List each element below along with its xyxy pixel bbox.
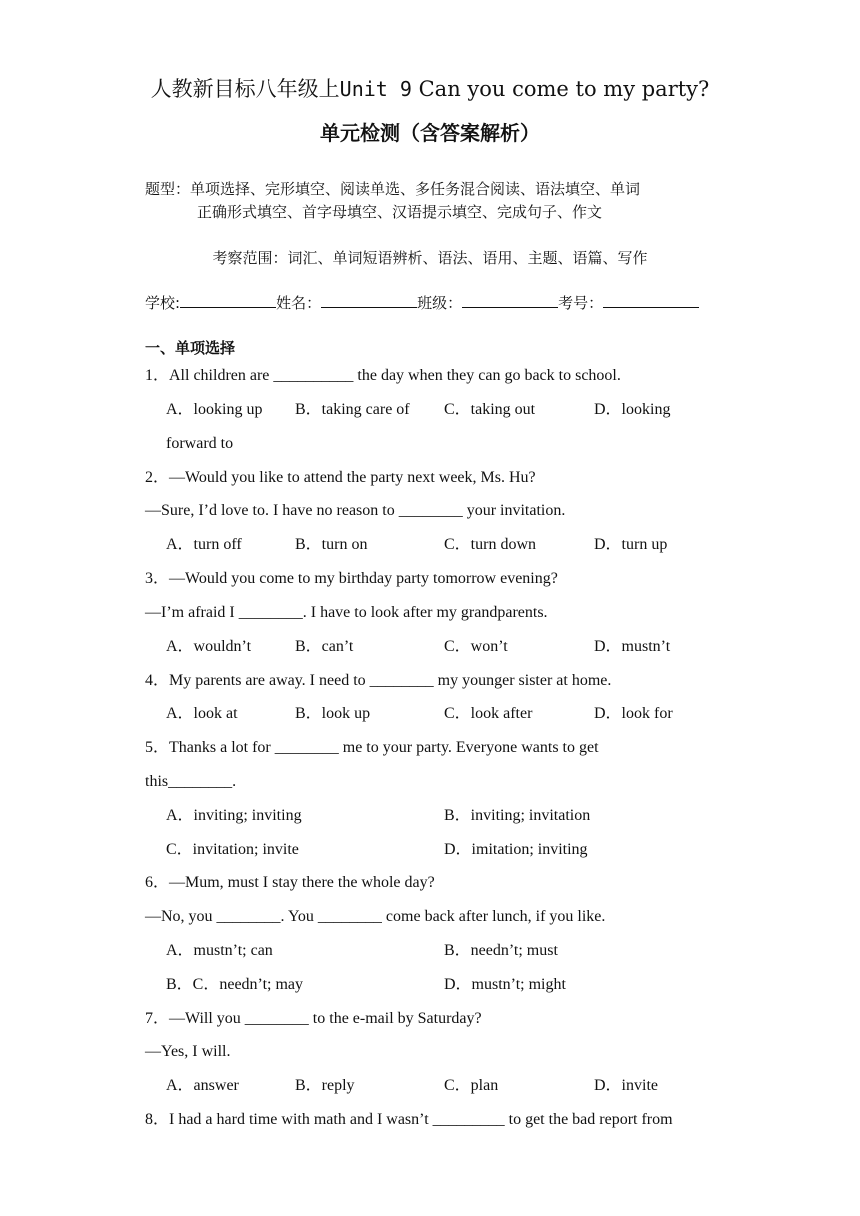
option-c[interactable]: C．won’t [444, 638, 508, 655]
option-b[interactable]: B．taking care of [295, 401, 410, 418]
question-stem: 2．—Would you like to attend the party next week, Ms. Hu? [145, 469, 536, 486]
school-blank[interactable] [180, 293, 276, 308]
option-b[interactable]: B．can’t [295, 638, 354, 655]
exam-scope: 考察范围：词汇、单词短语辨析、语法、语用、主题、语篇、写作 [212, 249, 648, 267]
option-c[interactable]: B．C．needn’t; may [166, 976, 304, 993]
question-stem: 4．My parents are away. I need to ________ my younger sister at home. [145, 672, 612, 689]
document-subtitle: 单元检测（含答案解析） [320, 121, 540, 145]
title-unit: Unit 9 [339, 77, 412, 101]
option-a[interactable]: A．turn off [166, 536, 242, 553]
option-d[interactable]: D．mustn’t; might [444, 976, 566, 993]
question-stem: 1．All children are __________ the day when they can go back to school. [145, 367, 621, 384]
option-a[interactable]: A．mustn’t; can [166, 942, 273, 959]
question-types-line1: 题型：单项选择、完形填空、阅读单选、多任务混合阅读、语法填空、单词 [145, 180, 641, 198]
question-stem: 8．I had a hard time with math and I wasn’t _________ to get the bad report from [145, 1111, 673, 1128]
option-a[interactable]: A．answer [166, 1077, 239, 1094]
option-d[interactable]: D．looking [594, 401, 671, 418]
option-c[interactable]: C．turn down [444, 536, 537, 553]
question-stem: 7．—Will you ________ to the e-mail by Saturday? [145, 1010, 482, 1027]
option-d-continued: forward to [166, 435, 234, 452]
option-c[interactable]: C．invitation; invite [166, 841, 299, 858]
section-title: 一、单项选择 [145, 339, 236, 357]
title-suffix: Can you come to my party? [418, 77, 710, 101]
option-b[interactable]: B．needn’t; must [444, 942, 558, 959]
option-b[interactable]: B．inviting; invitation [444, 807, 591, 824]
option-c[interactable]: C．plan [444, 1077, 499, 1094]
student-info-line [145, 293, 699, 313]
number-blank[interactable] [603, 293, 699, 308]
name-label: 姓名： [276, 294, 322, 312]
question-stem: 5．Thanks a lot for ________ me to your party. Everyone wants to get [145, 739, 599, 756]
option-a[interactable]: A．looking up [166, 401, 263, 418]
question-types-line2: 正确形式填空、首字母填空、汉语提示填空、完成句子、作文 [197, 203, 603, 221]
option-b[interactable]: B．turn on [295, 536, 368, 553]
number-label: 考号： [558, 294, 604, 312]
option-a[interactable]: A．inviting; inviting [166, 807, 302, 824]
school-label: 学校: [145, 294, 181, 312]
option-d[interactable]: D．invite [594, 1077, 658, 1094]
question-stem: 3．—Would you come to my birthday party tomorrow evening? [145, 570, 558, 587]
question-stem-line2: —Sure, I’d love to. I have no reason to ________ your invitation. [145, 502, 566, 519]
option-d[interactable]: D．mustn’t [594, 638, 671, 655]
question-stem-line2: —I’m afraid I ________. I have to look after my grandparents. [145, 604, 548, 621]
question-stem-line2: this________. [145, 773, 237, 790]
class-label: 班级： [417, 294, 463, 312]
option-b[interactable]: B．look up [295, 705, 371, 722]
option-d[interactable]: D．look for [594, 705, 673, 722]
option-c[interactable]: C．look after [444, 705, 533, 722]
question-stem-line2: —Yes, I will. [145, 1043, 231, 1060]
question-stem: 6．—Mum, must I stay there the whole day? [145, 874, 435, 891]
option-a[interactable]: A．wouldn’t [166, 638, 252, 655]
option-a[interactable]: A．look at [166, 705, 238, 722]
name-blank[interactable] [321, 293, 417, 308]
option-d[interactable]: D．turn up [594, 536, 668, 553]
option-b[interactable]: B．reply [295, 1077, 355, 1094]
title-prefix: 人教新目标八年级上 [150, 77, 340, 101]
class-blank[interactable] [462, 293, 558, 308]
option-c[interactable]: C．taking out [444, 401, 536, 418]
question-stem-line2: —No, you ________. You ________ come back after lunch, if you like. [145, 908, 606, 925]
option-d[interactable]: D．imitation; inviting [444, 841, 588, 858]
document-title [0, 74, 860, 104]
